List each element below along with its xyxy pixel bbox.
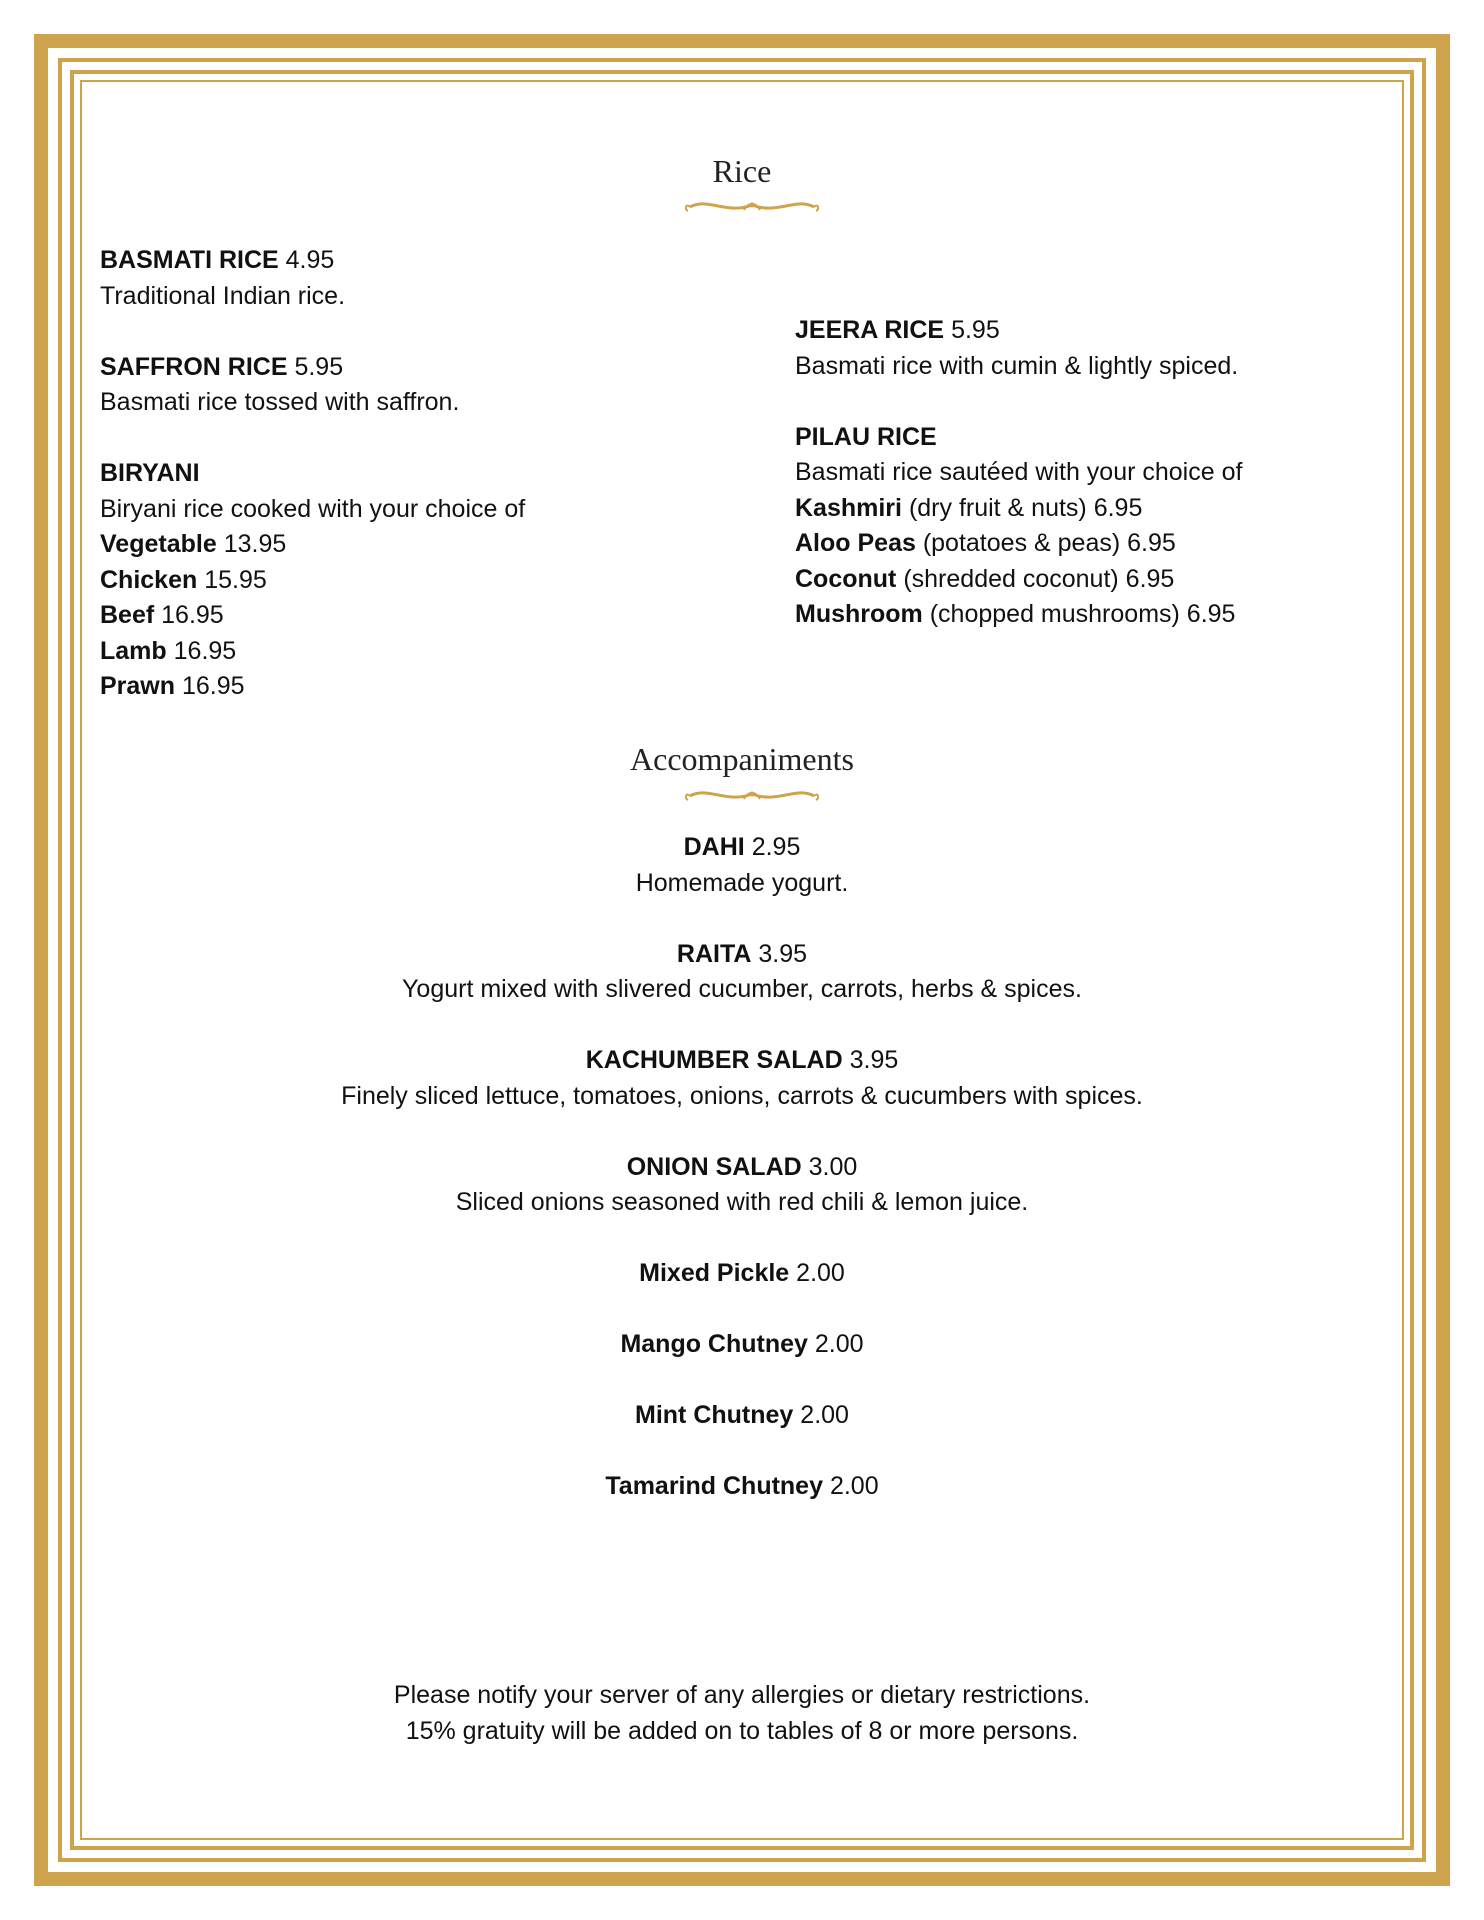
item-description: Traditional Indian rice.	[100, 281, 346, 310]
item-price: 2.00	[829, 1472, 879, 1500]
item-description: Basmati rice tossed with saffron.	[100, 388, 460, 416]
item-name: Mint Chutney	[635, 1401, 794, 1429]
item-name: BIRYANI	[100, 459, 200, 487]
item-price: 2.95	[751, 833, 801, 861]
biryani-option: Lamb 16.95	[100, 636, 237, 665]
menu-item-raita	[0, 937, 1484, 1008]
menu-item-saffron-rice	[100, 350, 740, 421]
accompaniments-list	[0, 830, 1484, 1540]
item-name: Mango Chutney	[620, 1330, 808, 1358]
item-description: Basmati rice sautéed with your choice of	[795, 458, 1243, 486]
item-name: JEERA RICE	[795, 316, 945, 344]
item-name: RAITA	[676, 939, 752, 968]
pilau-option: Aloo Peas (potatoes & peas) 6.95	[795, 529, 1176, 557]
item-name: BASMATI RICE	[100, 246, 279, 274]
pilau-option: Kashmiri (dry fruit & nuts) 6.95	[795, 493, 1143, 522]
biryani-option: Prawn 16.95	[100, 672, 245, 700]
item-price: 3.95	[758, 939, 808, 968]
item-price: 2.00	[800, 1401, 849, 1429]
menu-footer	[0, 1677, 1484, 1749]
menu-item-dahi	[0, 830, 1484, 901]
accompaniments-flourish-icon	[682, 783, 822, 805]
menu-item-biryani	[100, 456, 740, 705]
item-description: Sliced onions seasoned with red chili & lemon juice.	[455, 1188, 1029, 1216]
menu-item-tamarind-chutney	[0, 1469, 1484, 1505]
allergy-notice: Please notify your server of any allergies or dietary restrictions.	[393, 1681, 1091, 1709]
item-price: 3.00	[808, 1152, 858, 1181]
item-price: 5.95	[294, 352, 344, 381]
item-description: Yogurt mixed with slivered cucumber, carrots, herbs & spices.	[402, 975, 1082, 1003]
rice-section-title: Rice	[712, 153, 772, 189]
item-price: 4.95	[285, 246, 335, 274]
menu-item-jeera-rice	[795, 313, 1395, 384]
item-name: Mixed Pickle	[639, 1259, 790, 1287]
item-name: ONION SALAD	[626, 1152, 802, 1181]
menu-item-pilau-rice	[795, 420, 1395, 633]
biryani-option: Beef 16.95	[100, 601, 224, 629]
item-description: Homemade yogurt.	[635, 868, 849, 897]
item-price: 5.95	[951, 316, 1000, 344]
item-price: 3.95	[849, 1046, 899, 1074]
biryani-option: Vegetable 13.95	[100, 530, 287, 558]
item-price: 2.00	[796, 1259, 845, 1287]
pilau-option: Coconut (shredded coconut) 6.95	[795, 564, 1175, 593]
item-description: Finely sliced lettuce, tomatoes, onions, carrots & cucumbers with spices.	[341, 1081, 1143, 1110]
item-name: DAHI	[683, 833, 745, 861]
rice-flourish-icon	[682, 194, 822, 216]
menu-item-mint-chutney	[0, 1398, 1484, 1434]
item-price: 2.00	[814, 1330, 864, 1358]
menu-item-mango-chutney	[0, 1327, 1484, 1363]
menu-item-onion-salad	[0, 1150, 1484, 1221]
menu-item-kachumber-salad	[0, 1043, 1484, 1114]
biryani-option: Chicken 15.95	[100, 565, 267, 594]
item-name: SAFFRON RICE	[100, 352, 288, 381]
item-description: Biryani rice cooked with your choice of	[100, 494, 526, 523]
pilau-option: Mushroom (chopped mushrooms) 6.95	[795, 600, 1236, 628]
menu-item-mixed-pickle	[0, 1256, 1484, 1292]
item-name: Tamarind Chutney	[605, 1472, 823, 1500]
rice-right-column	[795, 313, 1395, 668]
item-description: Basmati rice with cumin & lightly spiced.	[795, 351, 1239, 380]
gratuity-notice: 15% gratuity will be added on to tables of 8 or more persons.	[405, 1717, 1079, 1745]
accompaniments-section-title: Accompaniments	[630, 741, 854, 777]
item-name: PILAU RICE	[795, 422, 937, 451]
rice-left-column	[100, 243, 740, 740]
menu-item-basmati-rice	[100, 243, 740, 314]
item-name: KACHUMBER SALAD	[585, 1046, 843, 1074]
